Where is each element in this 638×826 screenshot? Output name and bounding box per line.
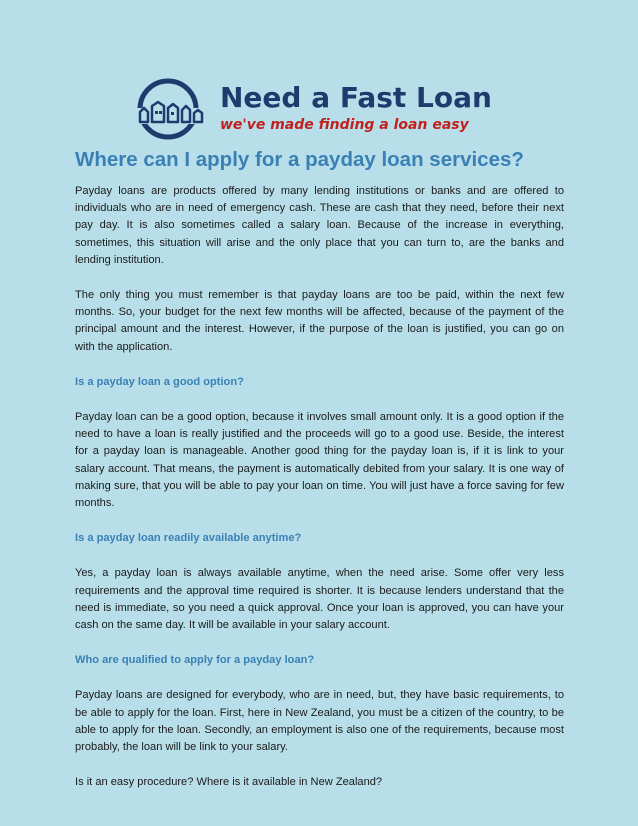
subheading-availability: Is a payday loan readily available anytime? xyxy=(75,532,302,545)
paragraph-good-option: Payday loan can be a good option, because it involves small amount only. It is a good option if the need to have a loan is really justified and the proceeds will go to a good use. Beside, the interest for a payday loan is manageable. Another good thing for the payday loan is, if it is link to your salary account. That means, the payment is automatically debited from your salary. It is one way of making sure, that you will be able to pay your loan on time. You will just have a force saving for few months. xyxy=(75,411,564,510)
logo xyxy=(128,78,518,142)
page-title: Where can I apply for a payday loan services? xyxy=(75,148,524,171)
paragraph-qualification: Payday loans are designed for everybody, who are in need, but, they have basic requirements, to be able to apply for the loan. First, here in New Zealand, you must be a citizen of the country, to be able to apply for the loan. Secondly, an employment is also one of the requirements, because most probably, the loan will be link to your salary. xyxy=(75,689,564,754)
logo-tagline: we've made finding a loan easy xyxy=(220,117,469,133)
house-skyline-logo-icon xyxy=(128,78,208,140)
paragraph-repayment: The only thing you must remember is that payday loans are too be paid, within the next few months. So, your budget for the next few months will be affected, because of the payment of the principal amount and the interest. However, if the purpose of the loan is justified, you can go on with the application. xyxy=(75,289,564,353)
subheading-qualification: Who are qualified to apply for a payday loan? xyxy=(75,654,315,667)
article xyxy=(75,147,564,809)
paragraph-closing-question: Is it an easy procedure? Where is it available in New Zealand? xyxy=(75,776,383,789)
subheading-good-option: Is a payday loan a good option? xyxy=(75,375,244,388)
paragraph-intro: Payday loans are products offered by many lending institutions or banks and are offered to individuals who are in need of emergency cash. These are cash that they need, before their next pay day. It is also sometimes called a salary loan. Because of the increase in everything, sometimes, this situation will arise and the only place that you can turn to, are the banks and lending institution. xyxy=(75,185,564,266)
logo-name: Need a Fast Loan xyxy=(220,81,492,114)
paragraph-availability: Yes, a payday loan is always available anytime, when the need arise. Some offer very less requirements and the approval time required is shorter. It is because lenders understand that the need is immediate, so you need a quick approval. Once your loan is approved, you can have your cash on the same day. It will be available in your salary account. xyxy=(75,567,564,632)
